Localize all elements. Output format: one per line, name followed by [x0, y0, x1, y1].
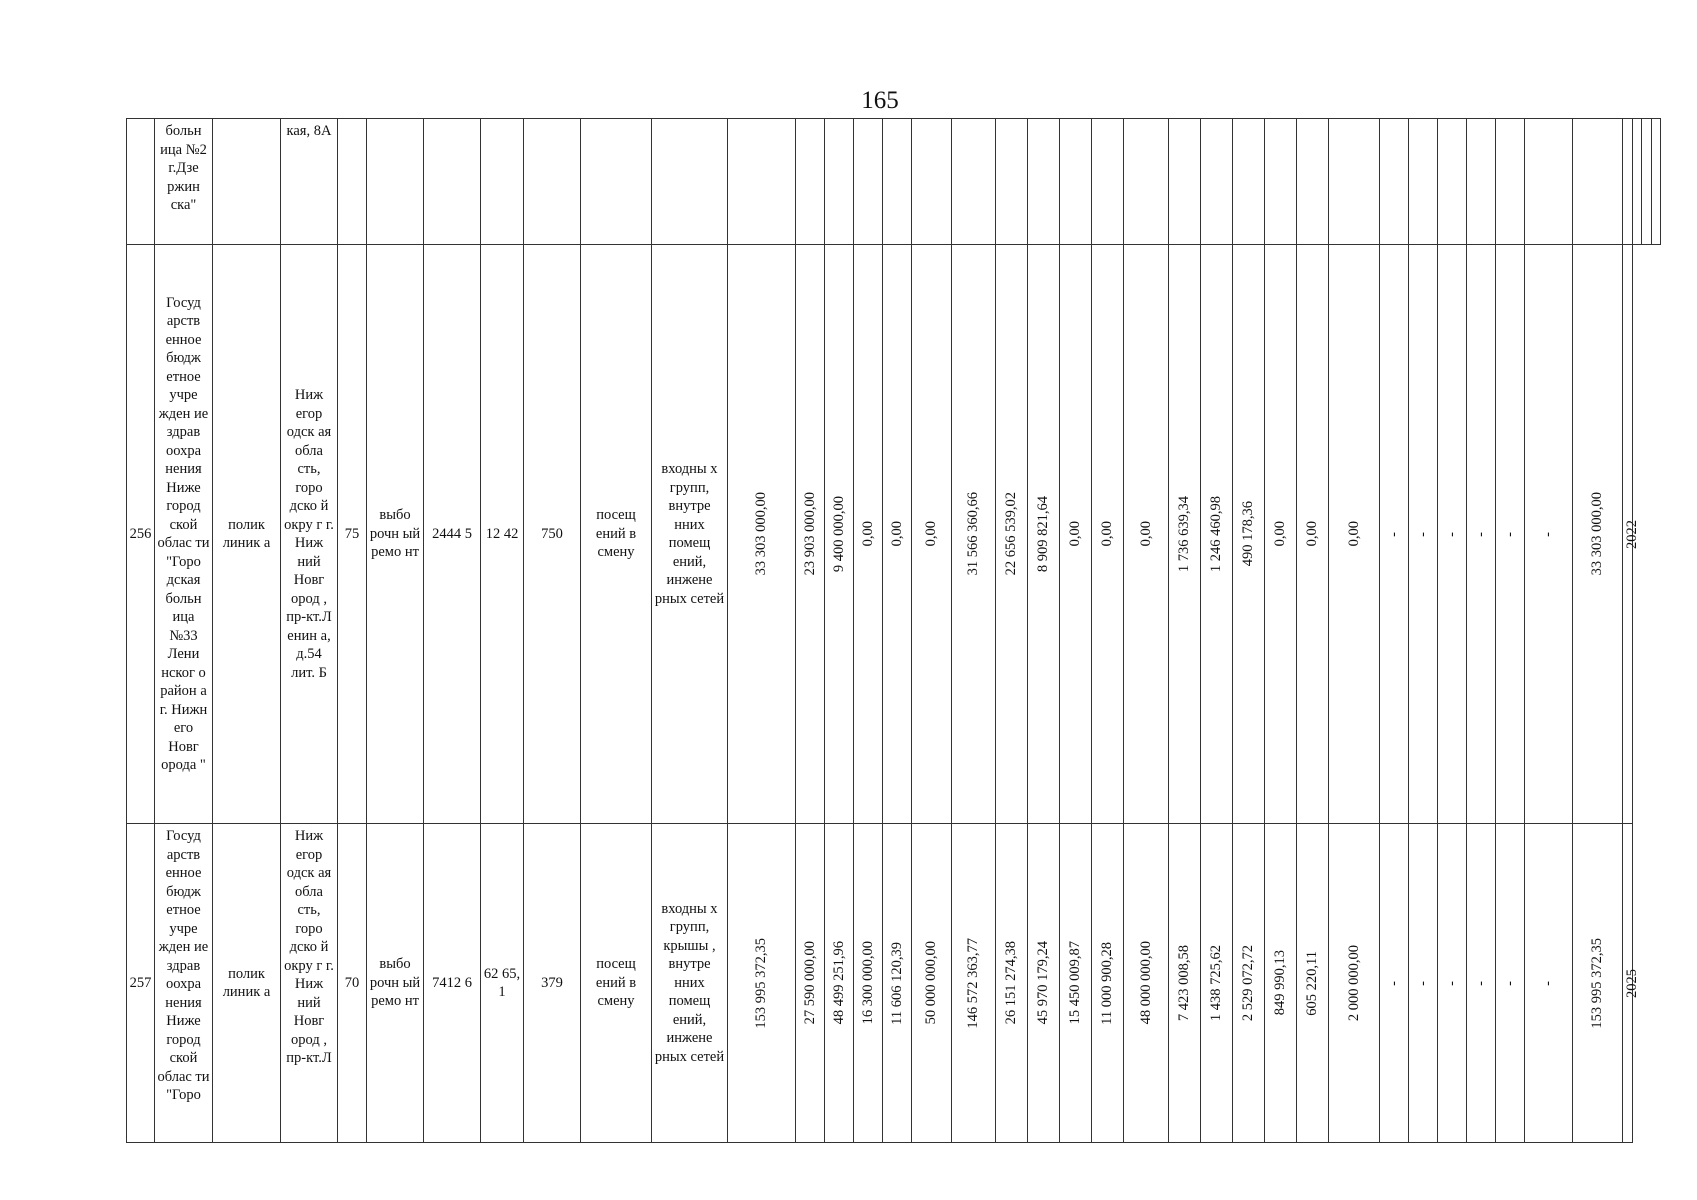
cell-value-fed-4 [1092, 245, 1124, 824]
value-text: 8 909 821,64 [1035, 495, 1052, 573]
value-text: - [1540, 980, 1557, 986]
cell-value-reg-5 [1329, 245, 1380, 824]
value-text: 146 572 363,77 [965, 937, 982, 1029]
cell-num [127, 119, 155, 245]
cell-year [1623, 245, 1640, 824]
cell-value-c4 [883, 119, 912, 245]
cell-value-total [728, 824, 796, 1143]
value-text: 153 995 372,35 [753, 937, 770, 1029]
cell-address: кая, 8А [281, 119, 338, 245]
cell-value-c5 [912, 119, 952, 245]
cell-num: 256 [127, 245, 155, 824]
cell-wear [338, 119, 367, 245]
cell-value-other-6 [1525, 824, 1573, 1143]
value-text: 0,00 [923, 521, 940, 547]
value-text: 605 220,11 [1304, 950, 1321, 1016]
table-row [127, 824, 1661, 1143]
cell-value-fed-5 [1124, 245, 1169, 824]
cell-wear: 75 [338, 245, 367, 824]
cell-value-fed-2 [1028, 245, 1060, 824]
value-text: 9 400 000,00 [830, 495, 847, 573]
cell-year [1623, 824, 1640, 1143]
cell-value-other-2 [1409, 119, 1438, 245]
cell-value-other-1 [1380, 824, 1409, 1143]
cell-value-reg-3 [1265, 119, 1297, 245]
cell-type: полик линик а [213, 824, 281, 1143]
value-text: 0,00 [859, 521, 876, 547]
value-text: 153 995 372,35 [1589, 937, 1606, 1029]
cell-type [213, 119, 281, 245]
cell-value-reg-2 [1233, 119, 1265, 245]
cell-value-c1 [796, 824, 825, 1143]
cell-value-sum [1573, 245, 1623, 824]
cell-value-reg-5 [1329, 119, 1380, 245]
value-text: 26 151 274,38 [1003, 941, 1020, 1025]
value-text: 23 903 000,00 [801, 492, 818, 576]
value-text: 0,00 [888, 521, 905, 547]
cell-name: Госуд арств енное бюдж етное учре жден ие здрав оохра нения Ниже город ской облас ти "Горо дская больн ица №33 Лени нског о район а г. Нижн его Новг орода " [155, 245, 213, 824]
cell-value-fed-total [952, 824, 996, 1143]
cell-num: 257 [127, 824, 155, 1143]
cell-value-other-4 [1467, 245, 1496, 824]
cell-value-other-5 [1496, 824, 1525, 1143]
cell-value-c3 [854, 245, 883, 824]
cell-area: 7412 6 [424, 824, 481, 1143]
cell-value-other-5 [1496, 245, 1525, 824]
cell-value-c5 [912, 824, 952, 1143]
cell-value-reg-1 [1201, 119, 1233, 245]
value-text: 11 606 120,39 [888, 941, 905, 1025]
cell-value-reg-total [1169, 824, 1201, 1143]
cell-value-other-4 [1467, 119, 1496, 245]
cell-value-other-5 [1496, 119, 1525, 245]
cell-value-fed-5 [1124, 824, 1169, 1143]
value-text: - [1443, 980, 1460, 986]
value-text: - [1414, 980, 1431, 986]
cell-address: Ниж егор одск ая обла сть, горо дско й окру г г. Ниж ний Новг ород , пр-кт.Л [281, 824, 338, 1143]
value-text: 33 303 000,00 [1589, 492, 1606, 576]
cell-value-reg-2 [1233, 245, 1265, 824]
cell-value-reg-5 [1329, 824, 1380, 1143]
cell-value-fed-1 [996, 824, 1028, 1143]
cell-value-fed-2 [1028, 824, 1060, 1143]
cell-value-other-3 [1438, 245, 1467, 824]
value-text: 15 450 009,87 [1067, 941, 1084, 1025]
cell-value-other-3 [1438, 119, 1467, 245]
cell-value-other-6 [1525, 119, 1573, 245]
cell-capacity1: 62 65, 1 [481, 824, 524, 1143]
value-text: 7 423 008,58 [1176, 944, 1193, 1022]
value-text: 0,00 [1304, 521, 1321, 547]
cell-value-reg-2 [1233, 824, 1265, 1143]
cell-scope: входны х групп, внутре нних помещ ений, инжене рных сетей [652, 245, 728, 824]
cell-value-undefined [1632, 119, 1642, 245]
value-text: - [1472, 531, 1489, 537]
value-text: 0,00 [1272, 521, 1289, 547]
table-row [127, 245, 1661, 824]
cell-name: больн ица №2 г.Дзе ржин ска" [155, 119, 213, 245]
value-text: 0,00 [1067, 521, 1084, 547]
cell-value-other-2 [1409, 824, 1438, 1143]
cell-value-fed-4 [1092, 119, 1124, 245]
cell-value-c3 [854, 119, 883, 245]
cell-wear: 70 [338, 824, 367, 1143]
value-text: - [1501, 980, 1518, 986]
cell-value-fed-total [952, 119, 996, 245]
cell-value-fed-3 [1060, 119, 1092, 245]
cell-type: полик линик а [213, 245, 281, 824]
cell-value-fed-2 [1028, 119, 1060, 245]
value-text: 33 303 000,00 [753, 492, 770, 576]
value-text: - [1385, 980, 1402, 986]
value-text: - [1472, 980, 1489, 986]
cell-value-reg-4 [1297, 245, 1329, 824]
cell-work: выбо рочн ый ремо нт [367, 824, 424, 1143]
cell-value-other-1 [1380, 119, 1409, 245]
cell-work: выбо рочн ый ремо нт [367, 245, 424, 824]
cell-scope [652, 119, 728, 245]
cell-value-fed-total [952, 245, 996, 824]
cell-capacity2: 379 [524, 824, 581, 1143]
page-number: 165 [861, 87, 899, 114]
cell-value-reg-4 [1297, 119, 1329, 245]
cell-unit: посещ ений в смену [581, 245, 652, 824]
cell-capacity2: 750 [524, 245, 581, 824]
cell-scope: входны х групп, крышы , внутре нних помещ ений, инжене рных сетей [652, 824, 728, 1143]
year-text: 2022 [1624, 519, 1640, 549]
cell-area: 2444 5 [424, 245, 481, 824]
cell-value-reg-1 [1201, 245, 1233, 824]
cell-value-other-3 [1438, 824, 1467, 1143]
table-row [127, 119, 1661, 245]
cell-value-fed-1 [996, 245, 1028, 824]
cell-capacity1 [481, 119, 524, 245]
cell-value-c2 [825, 119, 854, 245]
cell-value-reg-total [1169, 119, 1201, 245]
value-text: 849 990,13 [1272, 950, 1289, 1016]
cell-value-fed-3 [1060, 824, 1092, 1143]
value-text: 45 970 179,24 [1035, 941, 1052, 1025]
cell-value-reg-total [1169, 245, 1201, 824]
value-text: - [1501, 531, 1518, 537]
cell-value-reg-3 [1265, 245, 1297, 824]
cell-value-sum [1573, 824, 1623, 1143]
cell-value-c2 [825, 824, 854, 1143]
value-text: 0,00 [1099, 521, 1116, 547]
cell-value-c4 [883, 824, 912, 1143]
value-text: 27 590 000,00 [801, 941, 818, 1025]
cell-value-fed-3 [1060, 245, 1092, 824]
cell-value-c1 [796, 119, 825, 245]
cell-value-fed-4 [1092, 824, 1124, 1143]
value-text: 16 300 000,00 [859, 941, 876, 1025]
cell-value-sum [1573, 119, 1623, 245]
cell-area [424, 119, 481, 245]
cell-value-reg-4 [1297, 824, 1329, 1143]
value-text: 0,00 [1137, 521, 1154, 547]
value-text: 22 656 539,02 [1003, 492, 1020, 576]
cell-value-total [728, 119, 796, 245]
cell-value-other-4 [1467, 824, 1496, 1143]
value-text: 490 178,36 [1240, 501, 1257, 567]
cell-value-total [728, 245, 796, 824]
capital-repair-table [126, 118, 1661, 1143]
value-text: 50 000 000,00 [923, 941, 940, 1025]
cell-year [1651, 119, 1661, 245]
value-text: 2 000 000,00 [1345, 944, 1362, 1022]
cell-value-fed-5 [1124, 119, 1169, 245]
cell-unit [581, 119, 652, 245]
cell-address: Ниж егор одск ая обла сть, горо дско й окру г г. Ниж ний Новг ород , пр-кт.Л енин а, д.54 лит. Б [281, 245, 338, 824]
value-text: 1 736 639,34 [1176, 495, 1193, 573]
cell-value-c4 [883, 245, 912, 824]
cell-value-c5 [912, 245, 952, 824]
cell-work [367, 119, 424, 245]
cell-value-c1 [796, 245, 825, 824]
cell-value-c2 [825, 245, 854, 824]
year-text: 2025 [1624, 968, 1640, 998]
cell-capacity2 [524, 119, 581, 245]
value-text: - [1443, 531, 1460, 537]
cell-value-other-2 [1409, 245, 1438, 824]
cell-capacity1: 12 42 [481, 245, 524, 824]
value-text: 11 000 900,28 [1099, 941, 1116, 1025]
cell-value-undefined [1642, 119, 1652, 245]
value-text: 31 566 360,66 [965, 492, 982, 576]
cell-value-other-6 [1525, 245, 1573, 824]
cell-name: Госуд арств енное бюдж етное учре жден ие здрав оохра нения Ниже город ской облас ти "Горо [155, 824, 213, 1143]
cell-value-other-1 [1380, 245, 1409, 824]
value-text: - [1385, 531, 1402, 537]
cell-unit: посещ ений в смену [581, 824, 652, 1143]
value-text: 1 438 725,62 [1208, 944, 1225, 1022]
value-text: 48 000 000,00 [1137, 941, 1154, 1025]
cell-value-reg-1 [1201, 824, 1233, 1143]
cell-value-fed-1 [996, 119, 1028, 245]
value-text: 0,00 [1345, 521, 1362, 547]
value-text: 2 529 072,72 [1240, 944, 1257, 1022]
cell-value-reg-3 [1265, 824, 1297, 1143]
cell-value-undefined [1623, 119, 1633, 245]
value-text: 1 246 460,98 [1208, 495, 1225, 573]
value-text: 48 499 251,96 [830, 941, 847, 1025]
value-text: - [1540, 531, 1557, 537]
cell-value-c3 [854, 824, 883, 1143]
value-text: - [1414, 531, 1431, 537]
